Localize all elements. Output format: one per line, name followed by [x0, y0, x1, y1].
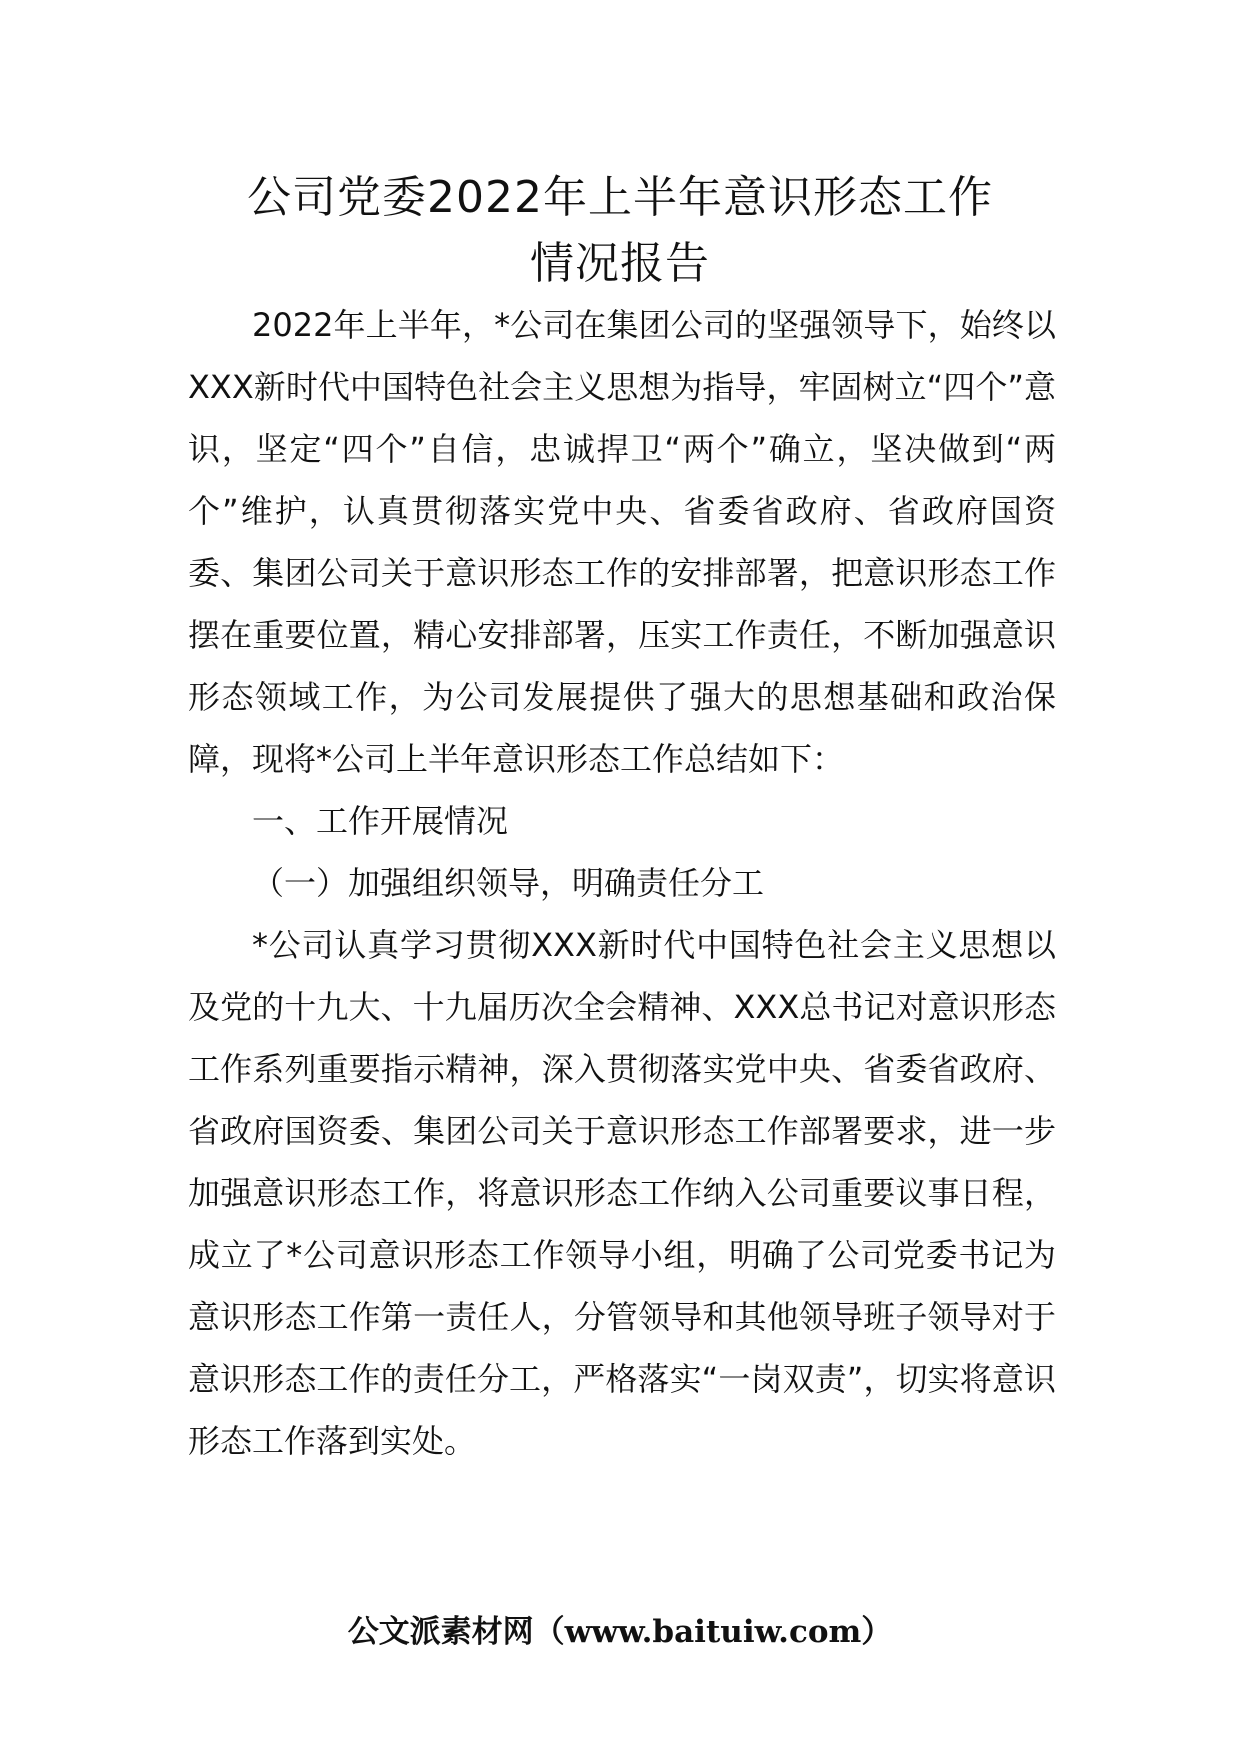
section-paragraph: *公司认真学习贯彻XXX新时代中国特色社会主义思想以及党的十九大、十九届历次全会精神、XXX总书记对意识形态工作系列重要指示精神，深入贯彻落实党中央、省委省政府、省政府国资委、集团公司关于意识形态工作部署要求，进一步加强意识形态工作，将意识形态工作纳入公司重要议事日程，成立了*公司意识形态工作领导小组，明确了公司党委书记为意识形态工作第一责任人，分管领导和其他领导班子领导对于意识形态工作的责任分工，严格落实“一岗双责”，切实将意识形态工作落到实处。: [188, 926, 1056, 1460]
footer-watermark: 公文派素材网（www.baituiw.com）: [347, 1614, 893, 1650]
subsection-heading: （一）加强组织领导，明确责任分工: [252, 864, 765, 902]
section-heading: 一、工作开展情况: [252, 802, 509, 840]
document-title-line2: 情况报告: [530, 238, 710, 289]
document-title-line1: 公司党委2022年上半年意识形态工作: [247, 172, 993, 223]
intro-paragraph: 2022年上半年，*公司在集团公司的坚强领导下，始终以XXX新时代中国特色社会主义思想为指导，牢固树立“四个”意识，坚定“四个”自信，忠诚捍卫“两个”确立，坚决做到“两个”维护，认真贯彻落实党中央、省委省政府、省政府国资委、集团公司关于意识形态工作的安排部署，把意识形态工作摆在重要位置，精心安排部署，压实工作责任，不断加强意识形态领域工作，为公司发展提供了强大的思想基础和政治保障，现将*公司上半年意识形态工作总结如下：: [188, 306, 1056, 778]
document-body: [188, 294, 1056, 1472]
